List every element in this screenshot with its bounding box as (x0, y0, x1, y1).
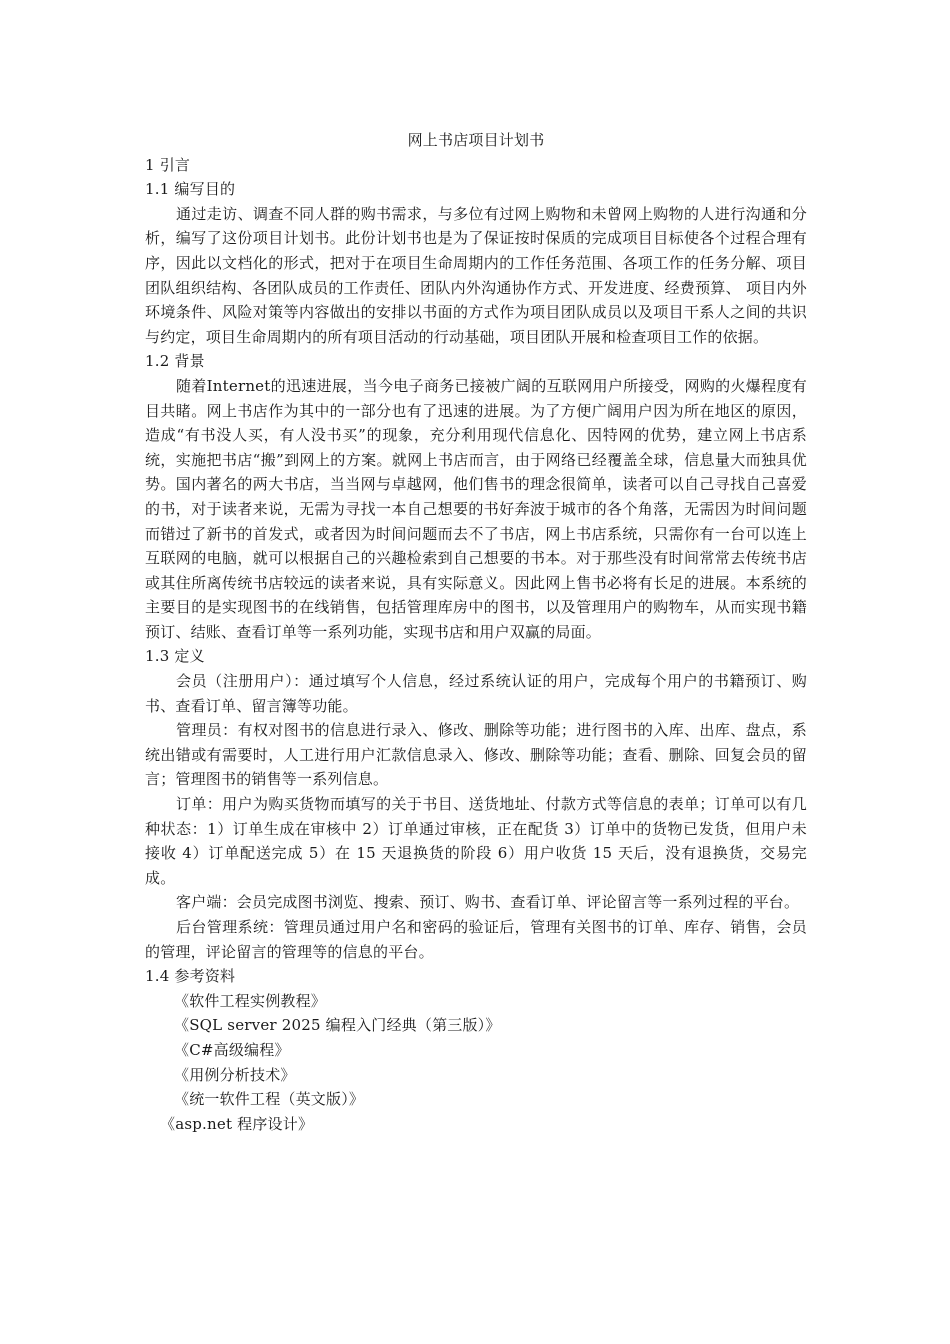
section-heading-1-1: 1.1 编写目的 (145, 180, 236, 199)
background-paragraph: 随着Internet的迅速进展，当今电子商务已接被广阔的互联网用户所接受，网购的火爆程度有目共睹。网上书店作为其中的一部分也有了迅速的进展。为了方便广阔用户因为所在地区的原因，造成“有书没人买，有人没书买”的现象，充分利用现代信息化、因特网的优势，建立网上书店系统，实施把书店“搬”到网上的方案。就网上书店而言，由于网络已经覆盖全球，信息量大而独具优势。国内著名的两大书店，当当网与卓越网，他们售书的理念很简单，读者可以自己寻找自己喜爱的书，对于读者来说，无需为寻找一本自己想要的书好奔波于城市的各个角落，无需因为时间问题而错过了新书的首发式，或者因为时间问题而去不了书店，网上书店系统，只需你有一台可以连上互联网的电脑，就可以根据自己的兴趣检索到自己想要的书本。对于那些没有时间常常去传统书店或其住所离传统书店较远的读者来说，具有实际意义。因此网上售书必将有长足的进展。本系统的主要目的是实现图书的在线销售，包括管理库房中的图书，以及管理用户的购物车，从而实现书籍预订、结账、查看订单等一系列功能，实现书店和用户双赢的局面。 (145, 376, 807, 641)
definition-member: 会员（注册用户）：通过填写个人信息，经过系统认证的用户，完成每个用户的书籍预订、购书、查看订单、留言簿等功能。 (145, 672, 807, 715)
purpose-paragraph: 通过走访、调查不同人群的购书需求，与多位有过网上购物和未曾网上购物的人进行沟通和分析，编写了这份项目计划书。此份计划书也是为了保证按时保质的完成项目目标使各个过程合理有序，因此以文档化的形式，把对于在项目生命周期内的工作任务范围、各项工作的任务分解、项目团队组织结构、各团队成员的工作责任、团队内外沟通协作方式、开发进度、经费预算、 项目内外环境条件、风险对策等内容做出的安排以书面的方式作为项目团队成员以及项目干系人之间的共识与约定，项目生命周期内的所有项目活动的行动基础，项目团队开展和检查项目工作的依据。 (145, 204, 807, 346)
definition-order: 订单：用户为购买货物而填写的关于书目、送货地址、付款方式等信息的表单；订单可以有几种状态：1）订单生成在审核中 2）订单通过审核，正在配货 3）订单中的货物已发货，但用户未接收 4）订单配送完成 5）在 15 天退换货的阶段 6）用户收货 15 天后，没有退换货，交易完成。 (145, 795, 807, 887)
section-heading-1-2: 1.2 背景 (145, 352, 205, 371)
document-page (145, 128, 807, 1136)
reference-item: 《SQL server 2025 编程入门经典（第三版）》 (174, 1016, 501, 1035)
definition-backend: 后台管理系统：管理员通过用户名和密码的验证后，管理有关图书的订单、库存、销售，会员的管理，评论留言的管理等的信息的平台。 (145, 918, 807, 961)
definition-admin: 管理员：有权对图书的信息进行录入、修改、删除等功能；进行图书的入库、出库、盘点，系统出错或有需要时，人工进行用户汇款信息录入、修改、删除等功能；查看、删除、回复会员的留言；管理图书的销售等一系列信息。 (145, 721, 807, 789)
reference-item: 《统一软件工程（英文版）》 (174, 1090, 365, 1109)
reference-list (145, 989, 807, 1137)
document-title: 网上书店项目计划书 (407, 131, 545, 149)
reference-item: 《用例分析技术》 (174, 1065, 296, 1084)
section-heading-1-3: 1.3 定义 (145, 647, 205, 666)
definition-client: 客户端：会员完成图书浏览、搜索、预订、购书、查看订单、评论留言等一系列过程的平台。 (176, 893, 800, 912)
section-heading-1: 1 引言 (145, 155, 191, 174)
reference-item: 《asp.net 程序设计》 (160, 1114, 314, 1133)
section-heading-1-4: 1.4 参考资料 (145, 967, 236, 986)
reference-item: 《C#高级编程》 (174, 1040, 290, 1059)
reference-item: 《软件工程实例教程》 (174, 991, 327, 1010)
